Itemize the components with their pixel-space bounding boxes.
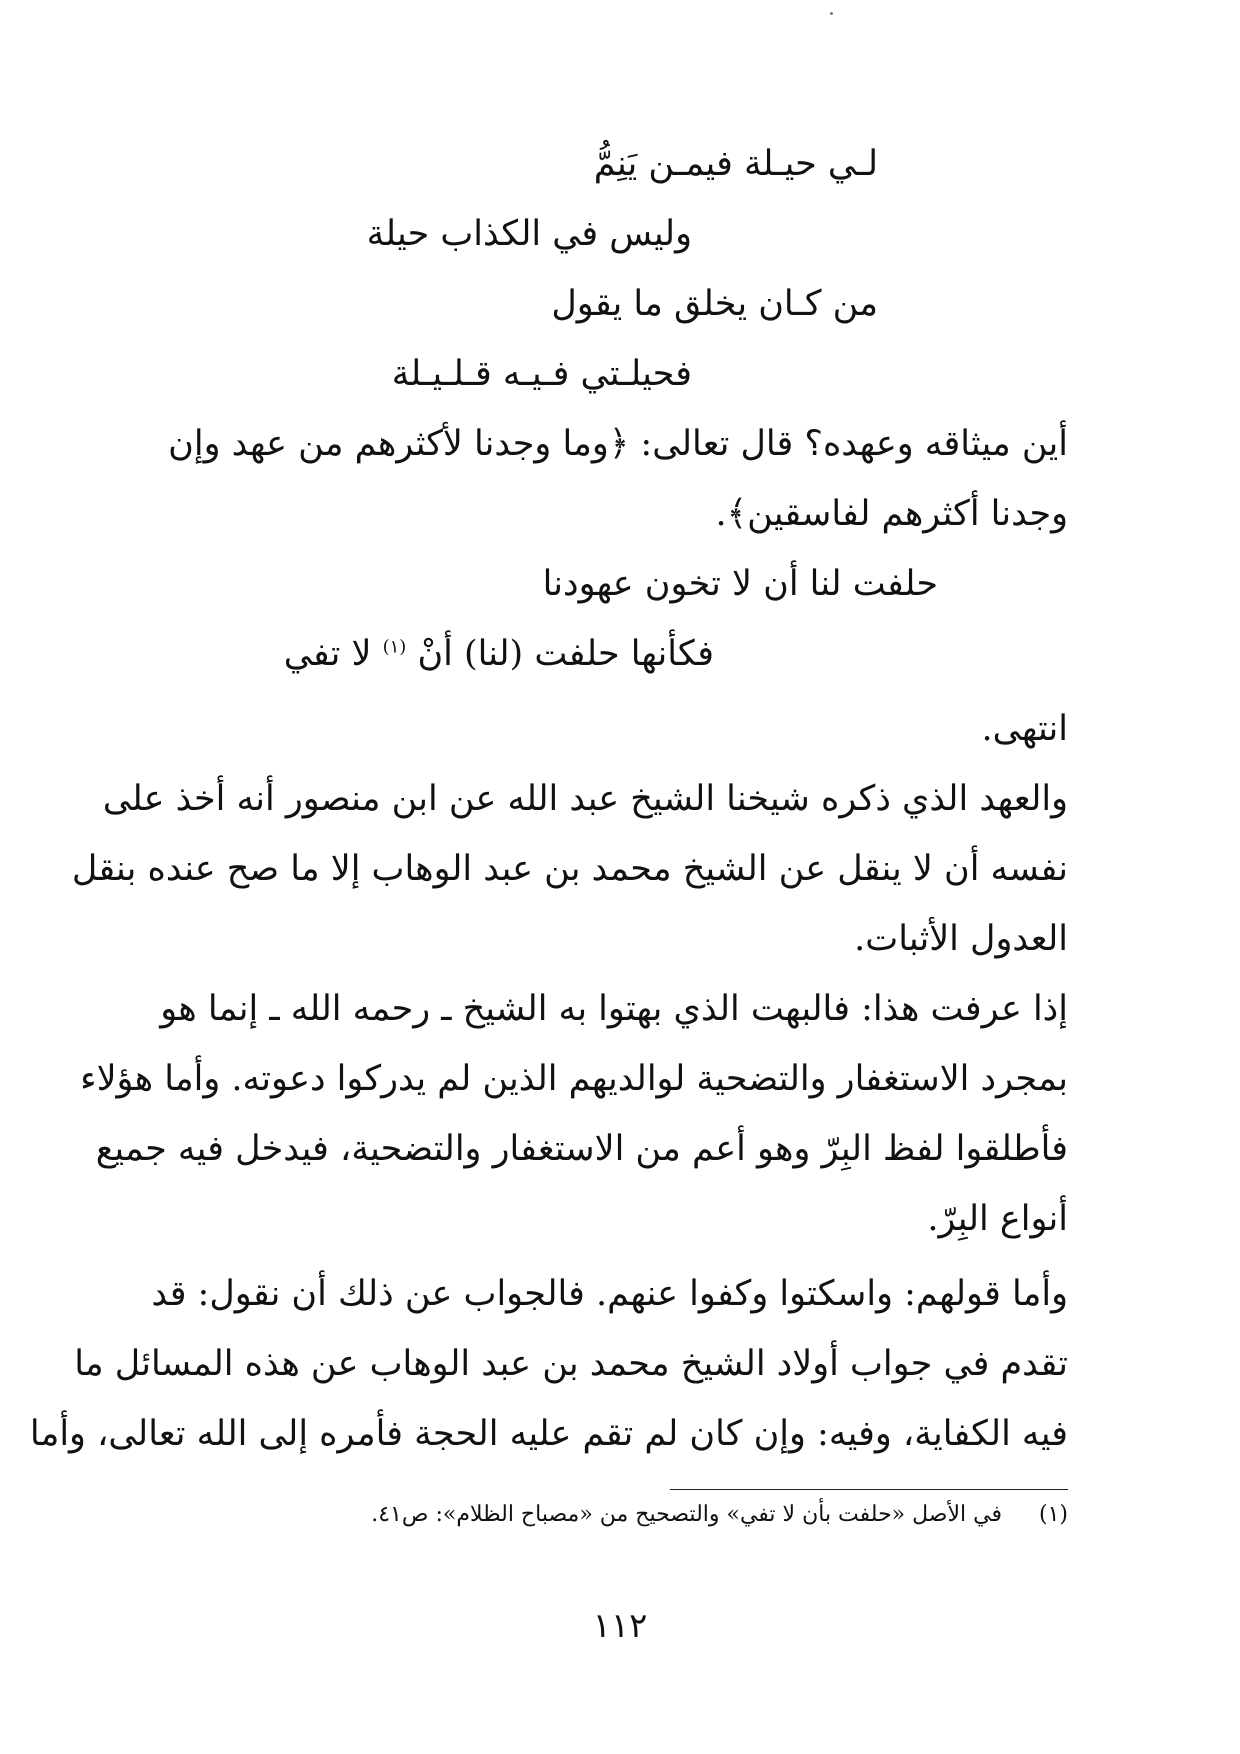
footnote-text: في الأصل «حلفت بأن لا تفي» والتصحيح من «مصباح الظلام»: ص٤١. [371, 1502, 1002, 1527]
paragraph-4-line-2: تقدم في جواب أولاد الشيخ محمد بن عبد الوهاب عن هذه المسائل ما [74, 1344, 1068, 1384]
end-quote: انتهى. [981, 709, 1068, 749]
paragraph-3-line-1: إذا عرفت هذا: فالبهت الذي بهتوا به الشيخ ـ رحمه الله ـ إنما هو [160, 989, 1068, 1029]
paragraph-2-line-2: نفسه أن لا ينقل عن الشيخ محمد بن عبد الوهاب إلا ما صح عنده بنقل [71, 849, 1068, 889]
paragraph-4-line-3: فيه الكفاية، وفيه: وإن كان لم تقم عليه الحجة فأمره إلى الله تعالى، وأما [29, 1414, 1068, 1454]
poem-line-6-end: لا تفي [283, 634, 372, 674]
paragraph-3-line-4: أنواع البِرّ. [927, 1199, 1068, 1239]
poem-line-5: حلفت لنا أن لا تخون عهودنا [542, 564, 938, 604]
poem-line-1: لـي حيـلة فيمـن يَنِمُّ [593, 144, 878, 184]
footnote [371, 1499, 1068, 1531]
poem-line-4: فحيلـتي فـيـه قـلـيـلة [391, 354, 692, 394]
footnote-separator [670, 1489, 1068, 1490]
page-number: ١١٢ [592, 1606, 648, 1646]
paragraph-2-line-1: والعهد الذي ذكره شيخنا الشيخ عبد الله عن ابن منصور أنه أخذ على [102, 779, 1068, 819]
paragraph-4-line-1: وأما قولهم: واسكتوا وكفوا عنهم. فالجواب عن ذلك أن نقول: قد [151, 1274, 1068, 1314]
poem-line-3: من كـان يخلق ما يقول [551, 284, 878, 324]
footnote-number: (١) [1038, 1502, 1068, 1527]
poem-line-2: وليس في الكذاب حيلة [366, 214, 692, 254]
scan-speck [830, 12, 833, 15]
paragraph-1-line-1: أين ميثاقه وعهده؟ قال تعالى: ﴿وما وجدنا لأكثرهم من عهد وإن [168, 424, 1068, 464]
paragraph-1-line-2: وجدنا أكثرهم لفاسقين﴾. [715, 494, 1068, 534]
paragraph-2-line-3: العدول الأثبات. [854, 919, 1068, 959]
paragraph-3-line-3: فأطلقوا لفظ البِرّ وهو أعم من الاستغفار والتضحية، فيدخل فيه جميع [95, 1129, 1068, 1169]
paragraph-3-line-2: بمجرد الاستغفار والتضحية لوالديهم الذين لم يدركوا دعوته. وأما هؤلاء [80, 1059, 1068, 1099]
poem-line-6 [284, 630, 714, 678]
poem-line-6-start: فكأنها حلفت (لنا) أنْ [417, 634, 714, 674]
footnote-marker: (١) [382, 636, 407, 658]
